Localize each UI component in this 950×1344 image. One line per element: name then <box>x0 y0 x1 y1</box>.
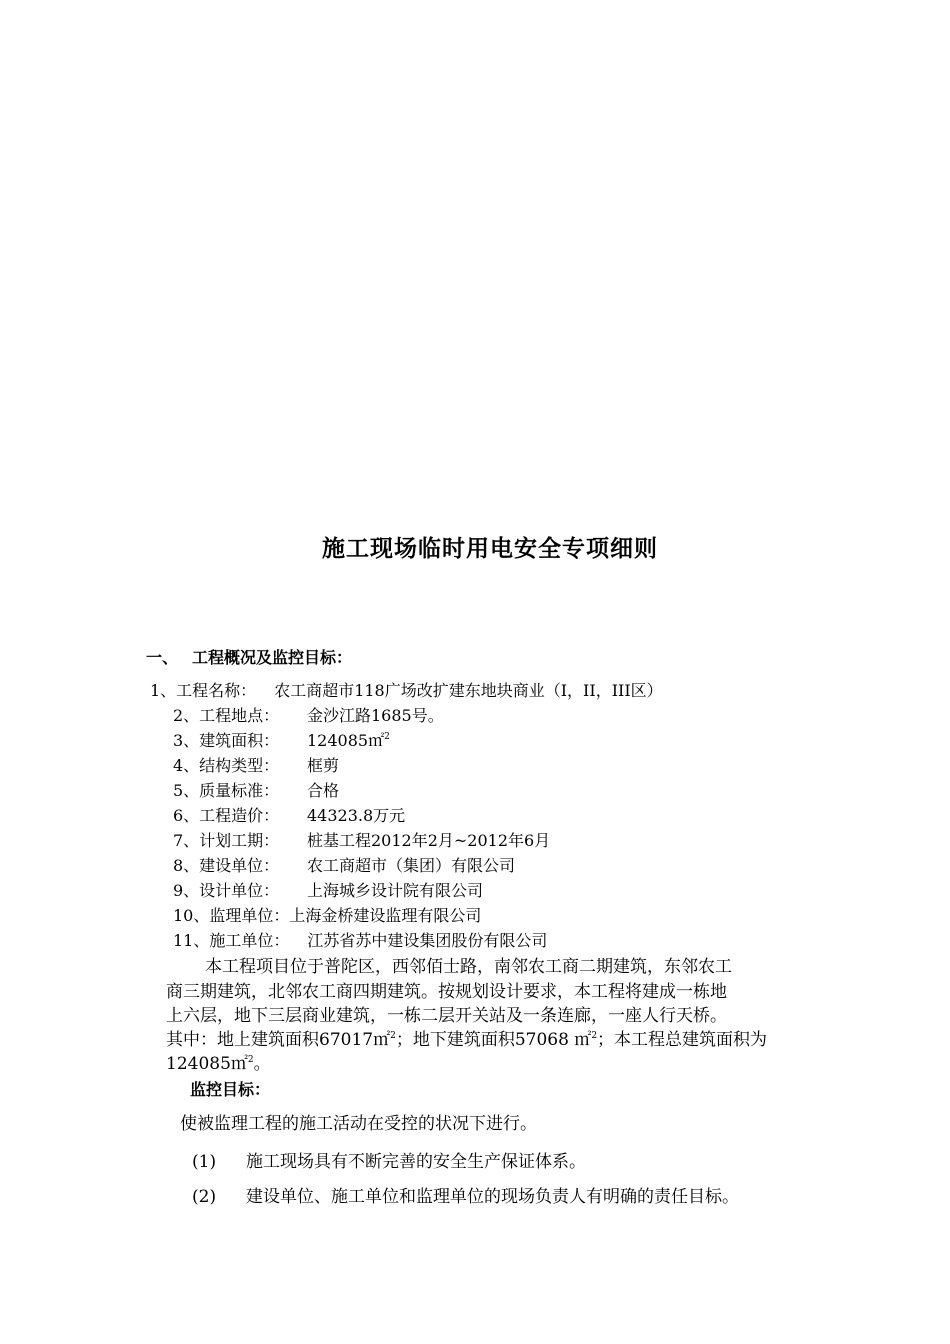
item-label: 11、施工单位： <box>173 931 290 950</box>
point-number: (1) <box>192 1152 217 1172</box>
item-construction-owner <box>173 854 515 878</box>
item-label: 3、建筑面积： <box>173 731 280 750</box>
item-label: 4、结构类型： <box>173 756 280 775</box>
item-label: 7、计划工期： <box>173 831 280 850</box>
item-value: 上海城乡设计院有限公司 <box>307 881 484 900</box>
item-value: 合格 <box>307 781 340 800</box>
item-label: 2、工程地点： <box>173 706 280 725</box>
item-quality-standard <box>173 779 339 803</box>
item-label: 10、监理单位： <box>173 906 290 925</box>
item-value: 江苏省苏中建设集团股份有限公司 <box>307 931 548 950</box>
section-title: 工程概况及监控目标： <box>192 648 353 667</box>
item-value: 桩基工程2012年2月~2012年6月 <box>307 831 551 850</box>
superscript: 2 <box>384 732 390 742</box>
item-contractor <box>173 929 547 953</box>
point-text: 施工现场具有不断完善的安全生产保证体系。 <box>246 1152 586 1172</box>
monitor-heading: 监控目标： <box>190 1080 271 1099</box>
section-number: 一、 <box>146 648 179 667</box>
item-value: 农工商超市（集团）有限公司 <box>307 856 516 875</box>
item-value: 框剪 <box>307 756 340 775</box>
item-structure-type <box>173 754 339 778</box>
item-project-name <box>150 679 663 703</box>
item-planned-schedule <box>173 829 550 853</box>
item-value: 44323.8万元 <box>307 806 406 825</box>
paragraph-line-2: 商三期建筑，北邻农工商四期建筑。按规划设计要求，本工程将建成一栋地 <box>166 982 727 1002</box>
paragraph-text: 。 <box>253 1054 271 1074</box>
paragraph-text: ；地下建筑面积57068 ㎡ <box>395 1030 592 1050</box>
item-design-unit <box>173 879 483 903</box>
monitor-point-2 <box>192 1185 739 1209</box>
monitor-point-1 <box>192 1150 586 1174</box>
paragraph-text: ；本工程总建筑面积为 <box>597 1030 768 1050</box>
item-label: 6、工程造价： <box>173 806 280 825</box>
item-label: 5、质量标准： <box>173 781 280 800</box>
point-number: (2) <box>192 1187 217 1207</box>
superscript: 2 <box>591 1031 598 1041</box>
item-value: 上海金桥建设监理有限公司 <box>289 906 482 925</box>
document-title: 施工现场临时用电安全专项细则 <box>322 536 658 562</box>
item-project-location <box>173 704 444 728</box>
item-supervision-unit <box>173 904 481 928</box>
superscript: 2 <box>247 1055 254 1065</box>
paragraph-line-4 <box>166 1028 767 1052</box>
item-label: 1、工程名称： <box>150 681 257 700</box>
paragraph-text: 124085㎡ <box>166 1054 248 1074</box>
point-text: 建设单位、施工单位和监理单位的现场负责人有明确的责任目标。 <box>246 1187 739 1207</box>
item-value: 124085㎡ <box>307 731 385 750</box>
item-value: 金沙江路1685号。 <box>307 706 444 725</box>
item-label: 8、建设单位： <box>173 856 280 875</box>
item-label: 9、设计单位： <box>173 881 280 900</box>
paragraph-line-3: 上六层，地下三层商业建筑，一栋二层开关站及一条连廊，一座人行天桥。 <box>166 1006 727 1026</box>
paragraph-line-5 <box>166 1052 271 1076</box>
item-project-cost <box>173 804 405 828</box>
item-building-area <box>173 729 390 753</box>
superscript: 2 <box>390 1031 396 1041</box>
paragraph-line-1: 本工程项目位于普陀区，西邻佰士路，南邻农工商二期建筑，东邻农工 <box>205 957 732 977</box>
paragraph-text: 其中：地上建筑面积67017㎡ <box>166 1030 391 1050</box>
monitor-intro: 使被监理工程的施工活动在受控的状况下进行。 <box>180 1114 537 1134</box>
section-heading <box>146 646 352 670</box>
item-value: 农工商超市118广场改扩建东地块商业（I，II，III区） <box>274 681 663 700</box>
